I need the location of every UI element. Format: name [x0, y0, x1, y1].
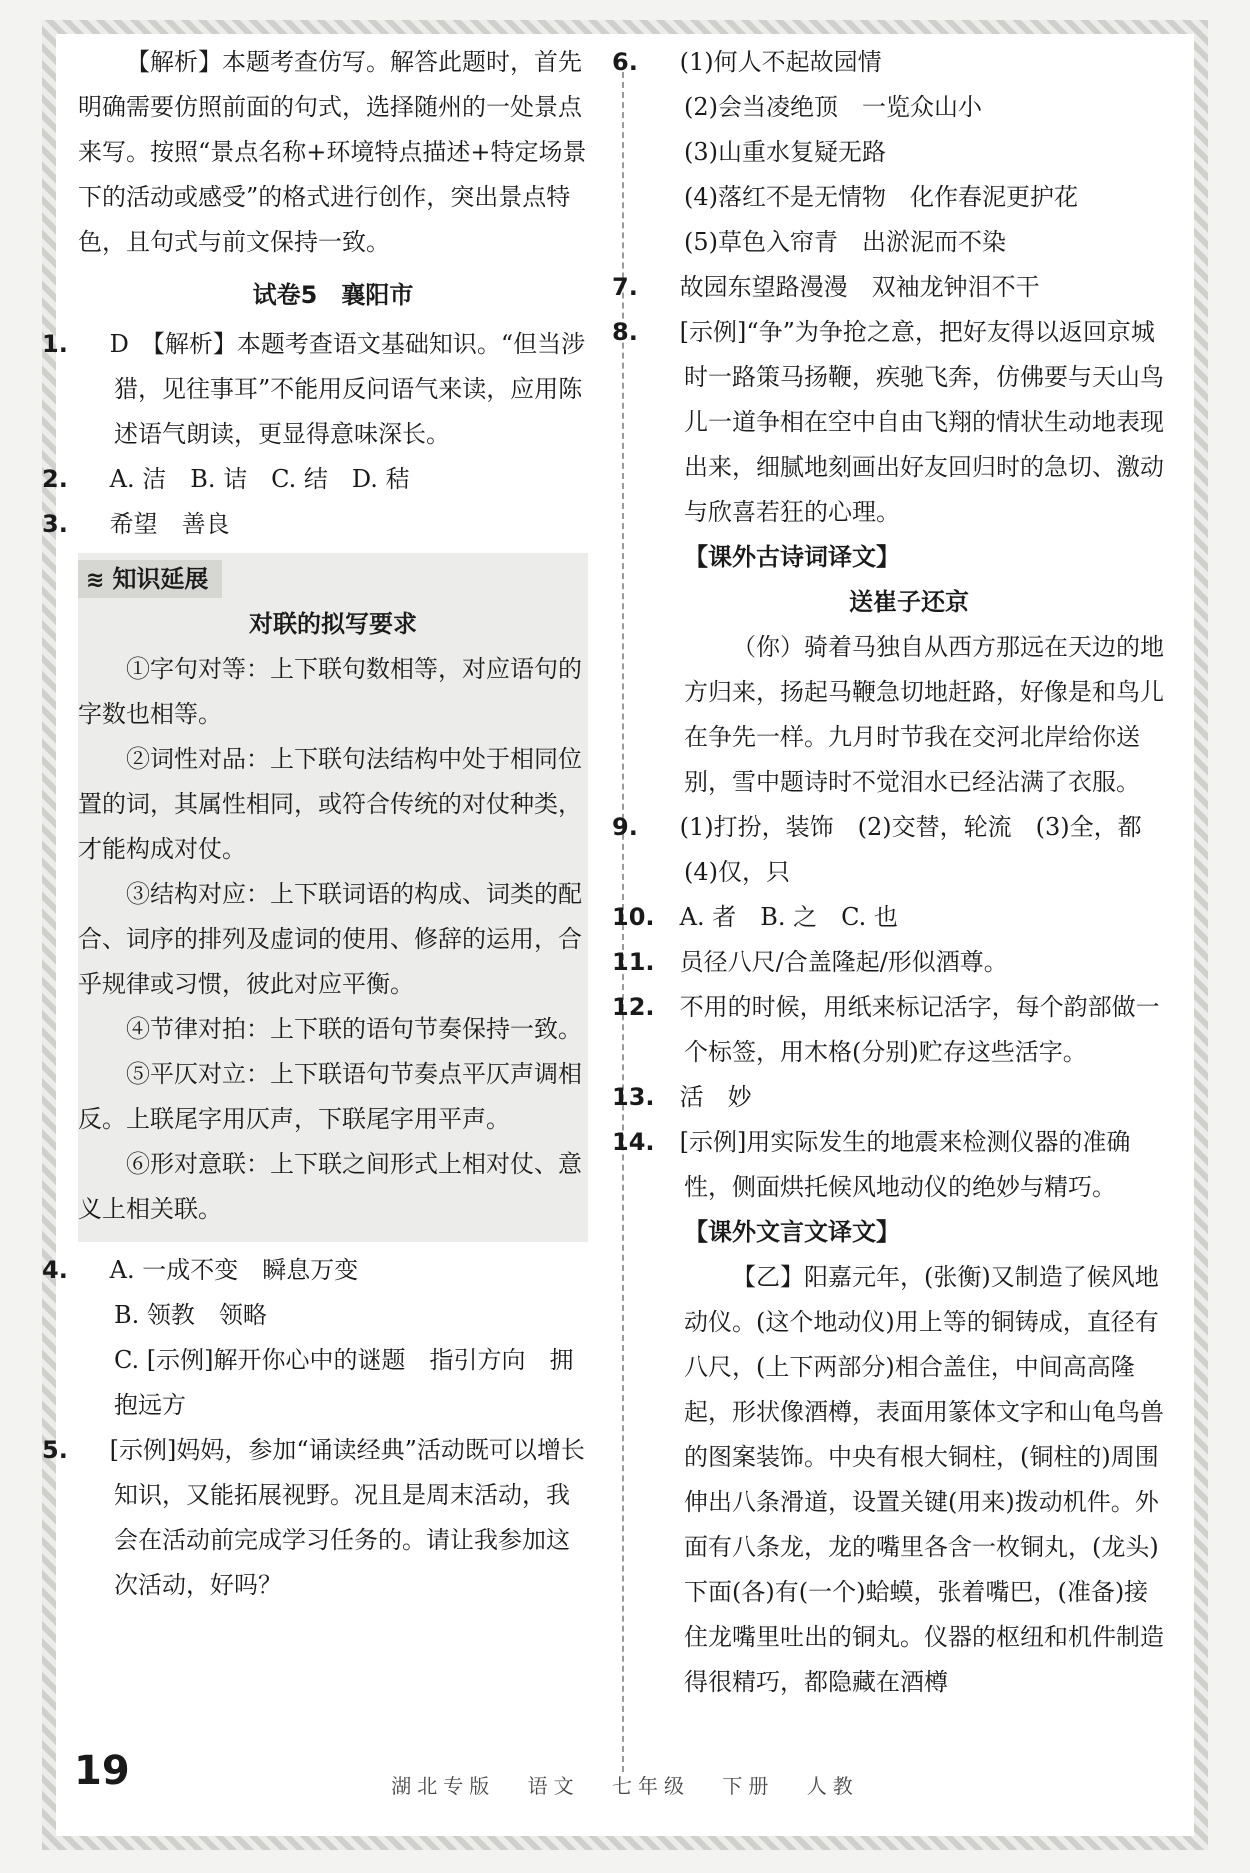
- question-8: 8. [示例]“争”为争抢之意，把好友得以返回京城时一路策马扬鞭，疾驰飞奔，仿佛要与天山鸟儿一道争相在空中自由飞翔的情状生动地表现出来，细腻地刻画出好友回归时的急切、激动与欣喜若狂的心理。: [612, 318, 1164, 526]
- question-5: 5. [示例]妈妈，参加“诵读经典”活动既可以增长知识，又能拓展视野。况且是周末活动，我会在活动前完成学习任务的。请让我参加这次活动，好吗？: [42, 1436, 585, 1599]
- knowledge-box: [78, 553, 588, 1242]
- footer-edition: 湖北专版: [391, 1774, 496, 1798]
- footer-subject: 语文: [527, 1774, 580, 1798]
- question-12: 12. 不用的时候，用纸来标记活字，每个韵部做一个标签，用木格(分别)贮存这些活字。: [612, 993, 1160, 1066]
- question-9: 9. (1)打扮，装饰 (2)交替，轮流 (3)全，都 (4)仅，只: [612, 813, 1166, 886]
- knowledge-item: ②词性对品：上下联句法结构中处于相同位置的词，其属性相同，或符合传统的对仗种类，才能构成对仗。: [78, 745, 582, 863]
- question-4-c: C. [示例]解开你心中的谜题 指引方向 拥抱远方: [114, 1346, 574, 1419]
- poem-label: 【课外古诗词译文】: [684, 543, 900, 571]
- prose-translation: 【乙】阳嘉元年，(张衡)又制造了候风地动仪。(这个地动仪)用上等的铜铸成，直径有八尺，(上下两部分)相合盖住，中间高高隆起，形状像酒樽，表面用篆体文字和山龟鸟兽的图案装饰。中央有根大铜柱，(铜柱的)周围伸出八条滑道，设置关键(用来)拨动机件。外面有八条龙，龙的嘴里各含一枚铜丸，(龙头)下面(各)有(一个)蛤蟆，张着嘴巴，(准备)接住龙嘴里吐出的铜丸。仪器的枢纽和机件制造得很精巧，都隐藏在酒樽: [684, 1263, 1164, 1696]
- question-6-item: (5)草色入帘青 出淤泥而不染: [684, 228, 1006, 256]
- question-6-item: (4)落红不是无情物 化作春泥更护花: [684, 183, 1078, 211]
- question-6-item: (2)会当凌绝顶 一览众山小: [684, 93, 982, 121]
- footer: [0, 1770, 1250, 1799]
- question-6: 6. (1)何人不起故园情: [612, 48, 882, 76]
- question-3: 3. 希望 善良: [42, 510, 230, 538]
- footer-grade: 七年级: [612, 1774, 690, 1798]
- prose-label: 【课外文言文译文】: [684, 1218, 900, 1246]
- question-11: 11. 员径八尺/合盖隆起/形似酒尊。: [612, 948, 1008, 976]
- footer-publisher: 人教: [806, 1774, 859, 1798]
- analysis-paragraph: 【解析】本题考查仿写。解答此题时，首先明确需要仿照前面的句式，选择随州的一处景点来写。按照“景点名称+环境特点描述+特定场景下的活动或感受”的格式进行创作，突出景点特色，且句式与前文保持一致。: [78, 48, 587, 256]
- question-4: 4. A. 一成不变 瞬息万变: [42, 1256, 359, 1284]
- left-column: [42, 40, 588, 1608]
- question-6-item: (3)山重水复疑无路: [684, 138, 886, 166]
- knowledge-badge: ≋ 知识延展: [78, 560, 222, 598]
- knowledge-item: ⑤平仄对立：上下联语句节奏点平仄声调相反。上联尾字用仄声，下联尾字用平声。: [78, 1060, 582, 1133]
- knowledge-item: ①字句对等：上下联句数相等，对应语句的字数也相等。: [78, 655, 582, 728]
- right-column: [612, 40, 1170, 1705]
- poem-title: 送崔子还京: [849, 588, 969, 616]
- page-number: 19: [74, 1748, 130, 1794]
- knowledge-title: 对联的拟写要求: [249, 610, 417, 638]
- knowledge-item: ④节律对拍：上下联的语句节奏保持一致。: [126, 1015, 582, 1043]
- question-1: 1. D 【解析】本题考查语文基础知识。“但当涉猎，见往事耳”不能用反问语气来读，应用陈述语气朗读，更显得意味深长。: [42, 330, 586, 448]
- footer-volume: 下册: [722, 1774, 775, 1798]
- wave-icon: ≋: [86, 568, 105, 593]
- section-title: 试卷5 襄阳市: [252, 281, 414, 309]
- question-10: 10. A. 者 B. 之 C. 也: [612, 903, 898, 931]
- question-2: 2. A. 洁 B. 诘 C. 结 D. 秸: [42, 465, 410, 493]
- question-4-b: B. 领教 领略: [114, 1301, 267, 1329]
- knowledge-item: ⑥形对意联：上下联之间形式上相对仗、意义上相关联。: [78, 1150, 582, 1223]
- knowledge-item: ③结构对应：上下联词语的构成、词类的配合、词序的排列及虚词的使用、修辞的运用，合乎规律或习惯，彼此对应平衡。: [78, 880, 582, 998]
- poem-translation: （你）骑着马独自从西方那远在天边的地方归来，扬起马鞭急切地赶路，好像是和鸟儿在争先一样。九月时节我在交河北岸给你送别，雪中题诗时不觉泪水已经沾满了衣服。: [684, 633, 1164, 796]
- question-14: 14. [示例]用实际发生的地震来检测仪器的准确性，侧面烘托候风地动仪的绝妙与精巧。: [612, 1128, 1131, 1201]
- question-13: 13. 活 妙: [612, 1083, 752, 1111]
- question-7: 7. 故园东望路漫漫 双袖龙钟泪不干: [612, 273, 1040, 301]
